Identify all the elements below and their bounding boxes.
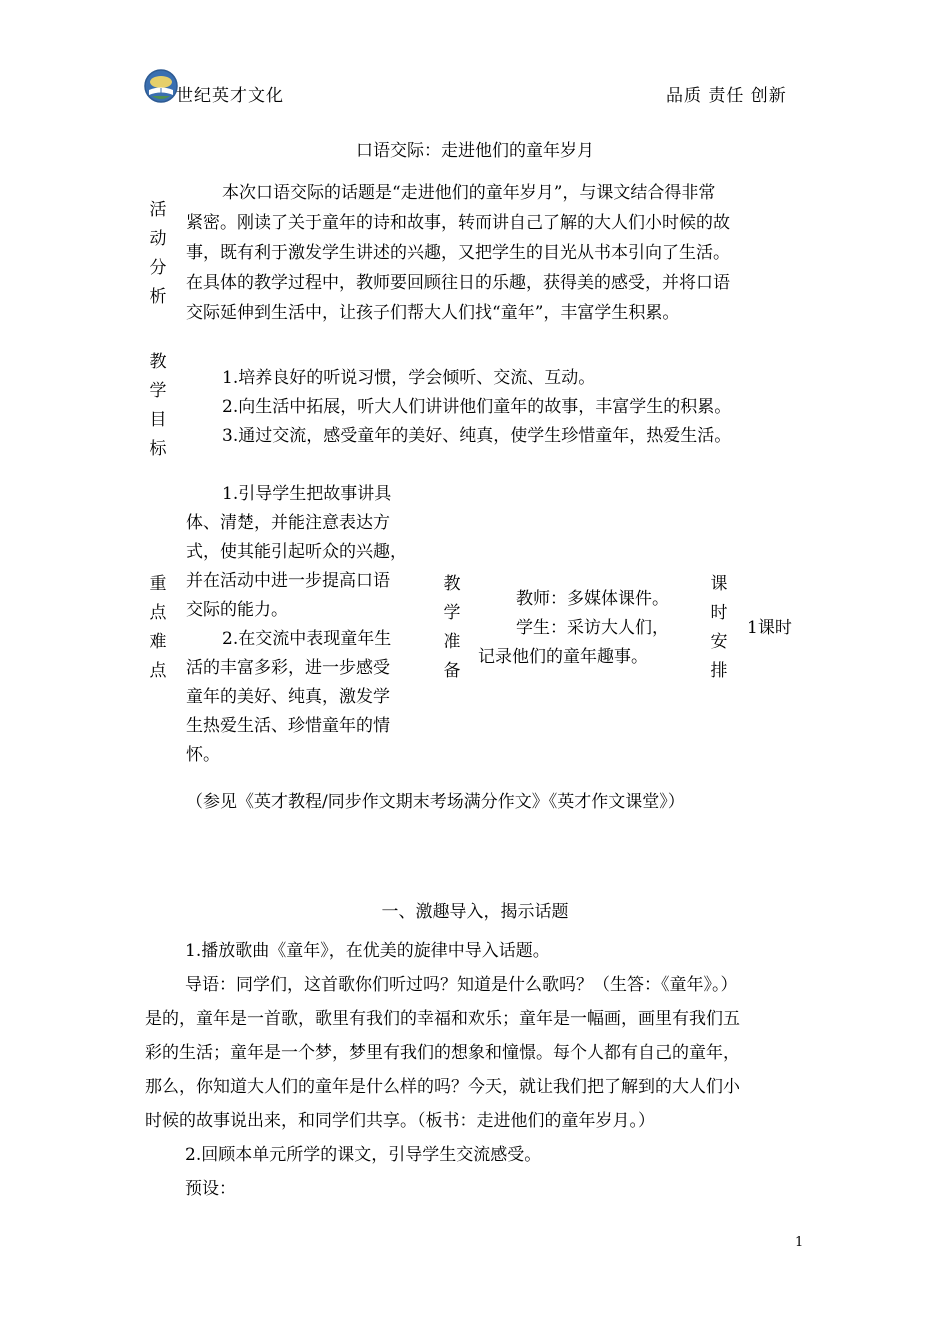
key-points-text: 1.引导学生把故事讲具 体、清楚，并能注意表达方 式，使其能引起听众的兴趣， 并在活动中进一步提高口语 交际的能力。 2.在交流中表现童年生 活的丰富多彩，进一步感受 童年的美好、纯真，激发学 生热爱生活、珍惜童年的情 怀。 bbox=[186, 484, 407, 765]
goal-item: 3.通过交流，感受童年的美好、纯真，使学生珍惜童年，热爱生活。 bbox=[222, 426, 732, 446]
preparation-text: 教师：多媒体课件。 学生：采访大人们， 记录他们的童年趣事。 bbox=[478, 589, 669, 667]
schedule-value: 1课时 bbox=[747, 618, 792, 638]
goal-item: 1.培养良好的听说习惯，学会倾听、交流、互动。 bbox=[222, 368, 596, 388]
goal-item: 2.向生活中拓展，听大人们讲讲他们童年的故事，丰富学生的积累。 bbox=[222, 397, 732, 417]
key-points-label: 重 点 难 点 bbox=[149, 574, 167, 681]
schedule-label: 课 时 安 排 bbox=[710, 574, 728, 681]
activity-analysis-text: 本次口语交际的话题是“走进他们的童年岁月”，与课文结合得非常 紧密。刚读了关于童年的诗和故事，转而讲自己了解的大人们小时候的故 事，既有利于激发学生讲述的兴趣，又把学生的目光从书本引向了生活。 在具体的教学过程中，教师要回顾往日的乐趣，获得美的感受，并将口语 交际延伸到生活中，让孩子们帮大人们找“童年”，丰富学生积累。 bbox=[186, 183, 730, 323]
page-number: 1 bbox=[795, 1235, 804, 1250]
activity-analysis-label: 活 动 分 析 bbox=[149, 200, 167, 307]
brand-slogan: 品质 责任 创新 bbox=[666, 86, 787, 106]
brand-name: 世纪英才文化 bbox=[176, 86, 284, 106]
section-body: 1.播放歌曲《童年》，在优美的旋律中导入话题。 导语：同学们，这首歌你们听过吗？知道是什么歌吗？（生答：《童年》。） 是的，童年是一首歌，歌里有我们的幸福和欢乐；童年是一幅画，画里有我们五 彩的生活；童年是一个梦，梦里有我们的想象和憧憬。每个人都有自己的童年， 那么，你知道大人们的童年是什么样的吗？今天，就让我们把了解到的大人们小 时候的故事说出来，和同学们共享。（板书：走进他们的童年岁月。） 2.回顾本单元所学的课文，引导学生交流感受。 预设： bbox=[145, 941, 740, 1199]
section-heading: 一、激趣导入，揭示话题 bbox=[381, 902, 569, 922]
company-logo bbox=[143, 68, 179, 104]
preparation-label: 教 学 准 备 bbox=[443, 574, 461, 681]
page-title: 口语交际：走进他们的童年岁月 bbox=[356, 141, 594, 161]
teaching-goals-label: 教 学 目 标 bbox=[149, 352, 167, 459]
reference-note: （参见《英才教程/同步作文期末考场满分作文》《英才作文课堂》） bbox=[186, 792, 685, 812]
teaching-goals-list bbox=[222, 364, 731, 451]
globe-book-logo-icon bbox=[143, 68, 179, 104]
